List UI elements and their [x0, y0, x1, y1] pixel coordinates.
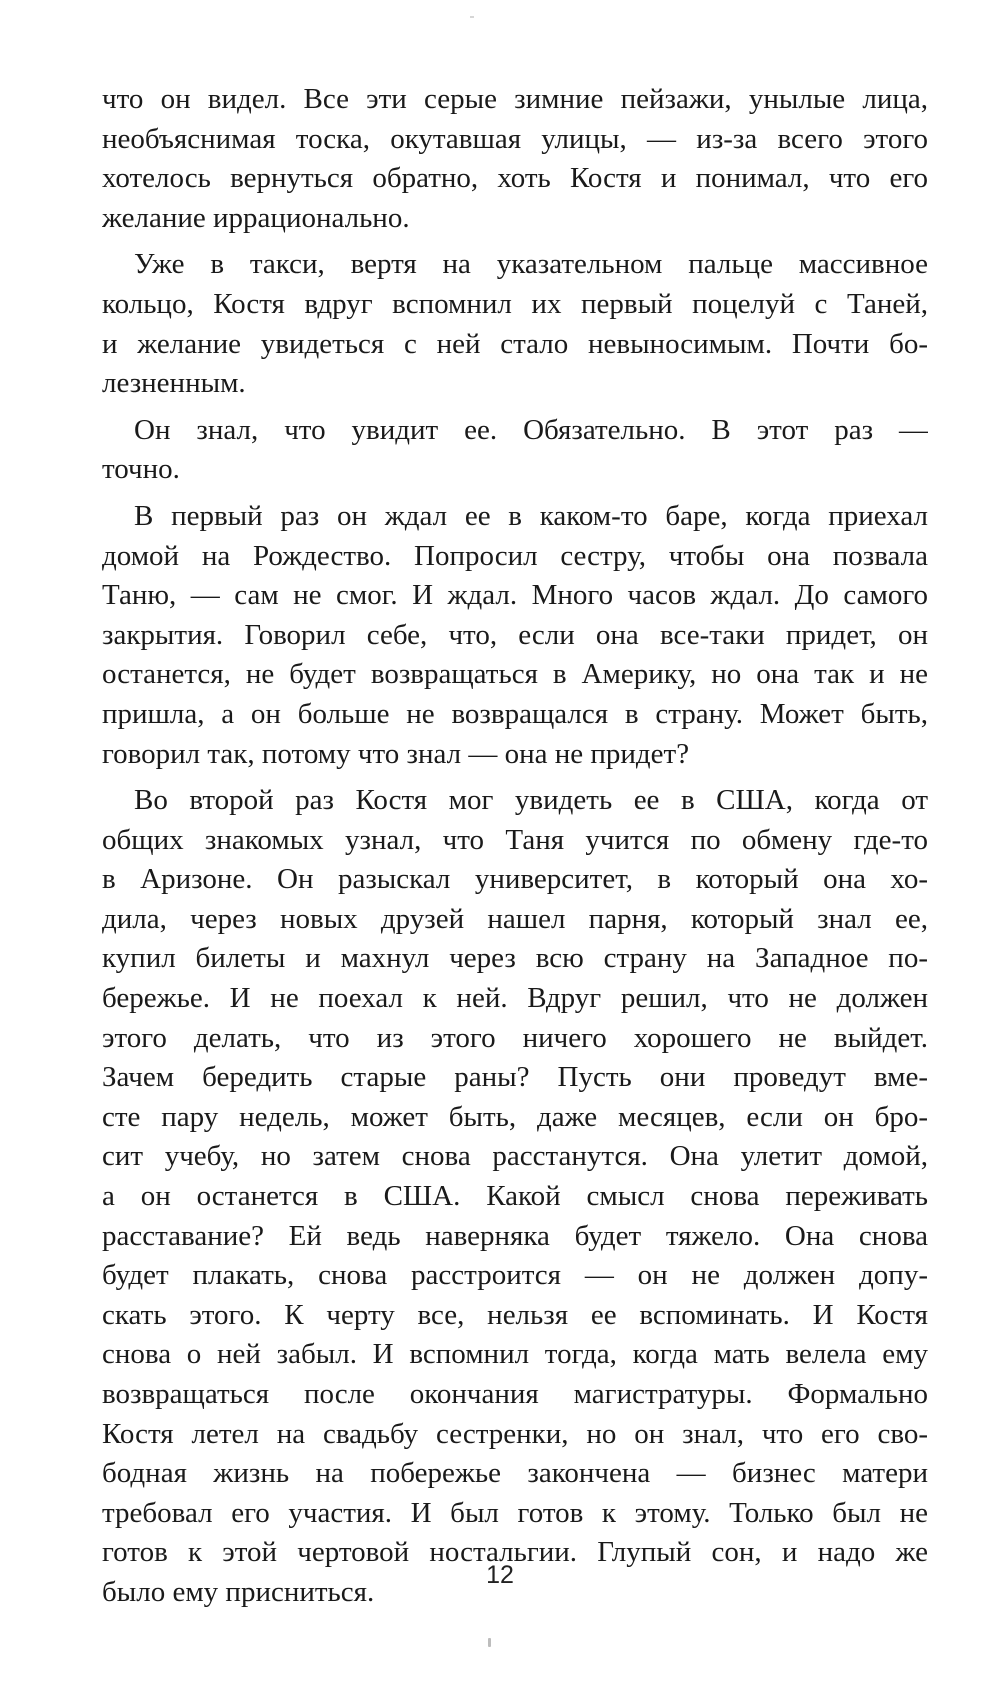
text-line: Во второй раз Костя мог увидеть ее в США, когда от: [134, 784, 928, 817]
text-line: Таню, — сам не смог. И ждал. Много часов ждал. До самого: [102, 579, 928, 612]
paragraph: [102, 245, 928, 403]
text-line: требовал его участия. И был готов к этому. Только был не: [102, 1496, 928, 1529]
text-line: Уже в такси, вертя на указательном пальце массивное: [134, 248, 928, 281]
text-line: общих знакомых узнал, что Таня учится по обмену где-то: [102, 823, 928, 856]
text-line: сте пару недель, может быть, даже месяцев, если он бро-: [102, 1100, 928, 1133]
text-line: говорил так, потому что знал — она не придет?: [102, 737, 690, 770]
text-line: Он знал, что увидит ее. Обязательно. В этот раз —: [134, 413, 928, 446]
text-line: купил билеты и махнул через всю страну на Западное по-: [102, 942, 928, 975]
text-line: возвращаться после окончания магистратуры. Формально: [102, 1378, 928, 1410]
text-line: закрытия. Говорил себе, что, если она все-таки придет, он: [102, 618, 928, 651]
scan-speck: [470, 16, 474, 18]
text-line: сит учебу, но затем снова расстанутся. Она улетит домой,: [102, 1140, 928, 1173]
text-line: кольцо, Костя вдруг вспомнил их первый поцелуй с Таней,: [102, 287, 928, 320]
text-line: желание иррационально.: [102, 201, 410, 234]
text-line: останется, не будет возвращаться в Америку, но она так и не: [102, 658, 928, 691]
text-line: снова о ней забыл. И вспомнил тогда, когда мать велела ему: [102, 1338, 928, 1371]
paragraph: [102, 497, 928, 774]
text-line: скать этого. К черту все, нельзя ее вспоминать. И Костя: [102, 1298, 928, 1331]
paragraph: [102, 80, 928, 238]
text-line: этого делать, что из этого ничего хорошего не выйдет.: [102, 1021, 928, 1054]
text-line: пришла, а он больше не возвращался в страну. Может быть,: [102, 697, 928, 730]
text-line: в Аризоне. Он разыскал университет, в который она хо-: [102, 863, 928, 896]
text-line: будет плакать, снова расстроится — он не должен допу-: [102, 1259, 928, 1292]
text-line: бережье. И не поехал к ней. Вдруг решил, что не должен: [102, 982, 928, 1015]
text-line: В первый раз он ждал ее в каком-то баре, когда приехал: [134, 499, 928, 532]
text-line: дила, через новых друзей нашел парня, который знал ее,: [102, 902, 928, 935]
text-line: домой на Рождество. Попросил сестру, чтобы она позвала: [102, 539, 928, 572]
paragraph: [102, 411, 928, 490]
text-line: расставание? Ей ведь наверняка будет тяжело. Она снова: [102, 1219, 928, 1252]
text-line: а он останется в США. Какой смысл снова переживать: [102, 1180, 928, 1213]
text-line: точно.: [102, 453, 180, 486]
text-line: лезненным.: [102, 367, 246, 400]
text-line: и желание увидеться с ней стало невыносимым. Почти бо-: [102, 327, 928, 360]
page-number: 12: [486, 1561, 514, 1589]
paragraph: [102, 781, 928, 1612]
text-line: хотелось вернуться обратно, хоть Костя и понимал, что его: [102, 162, 928, 195]
text-line: было ему присниться.: [102, 1575, 375, 1608]
scan-speck: [488, 1638, 491, 1647]
text-line: что он видел. Все эти серые зимние пейзажи, унылые лица,: [102, 83, 928, 115]
text-line: бодная жизнь на побережье закончена — бизнес матери: [102, 1457, 928, 1490]
text-line: необъяснимая тоска, окутавшая улицы, — из-за всего этого: [102, 122, 928, 155]
body-text: [102, 80, 928, 1613]
text-line: Костя летел на свадьбу сестренки, но он знал, что его сво-: [102, 1417, 928, 1450]
text-line: готов к этой чертовой ностальгии. Глупый сон, и надо же: [102, 1536, 928, 1569]
text-line: Зачем бередить старые раны? Пусть они проведут вме-: [102, 1061, 928, 1094]
